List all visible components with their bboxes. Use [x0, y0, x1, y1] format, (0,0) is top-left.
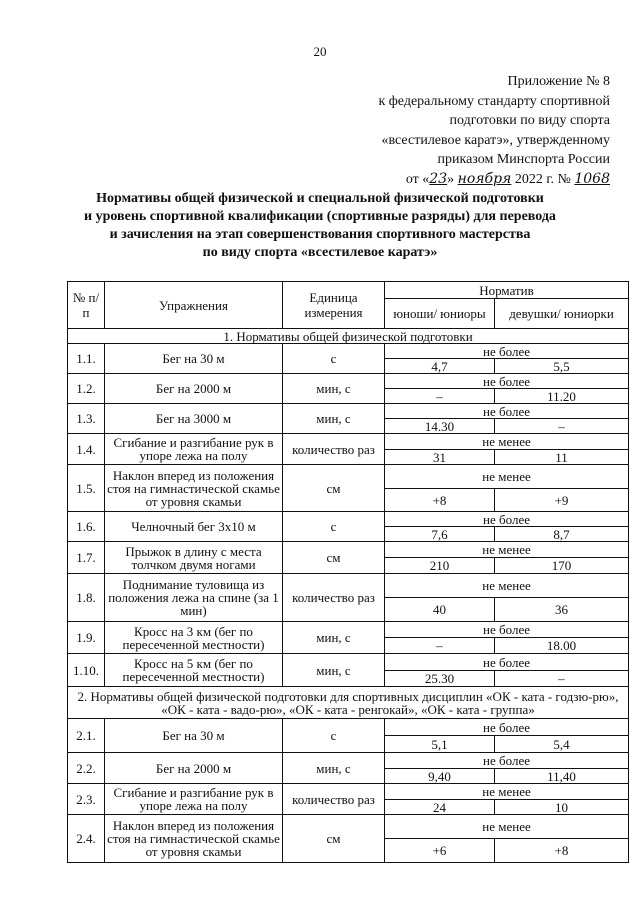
row-num: 2.3.	[68, 784, 105, 815]
row-exercise: Сгибание и разгибание рук в упоре лежа на полу	[105, 434, 283, 465]
row-girls-value: 11.20	[495, 389, 629, 404]
row-girls-value: 36	[495, 598, 629, 622]
row-boys-value: +6	[385, 839, 495, 863]
row-girls-value: 8,7	[495, 527, 629, 542]
row-condition: не более	[385, 719, 629, 736]
row-num: 1.10.	[68, 654, 105, 687]
row-boys-value: 25.30	[385, 671, 495, 687]
row-num: 1.5.	[68, 465, 105, 512]
row-condition: не более	[385, 404, 629, 419]
header-boys: юноши/ юниоры	[385, 299, 495, 329]
row-boys-value: 9,40	[385, 769, 495, 784]
header-exercise: Упражнения	[105, 282, 283, 329]
row-unit: количество раз	[283, 784, 385, 815]
table-row	[68, 784, 629, 800]
row-unit: с	[283, 344, 385, 374]
row-boys-value: –	[385, 638, 495, 654]
date-year: 2022 г. №	[514, 171, 571, 187]
norms-table	[67, 281, 629, 863]
row-exercise: Челночный бег 3x10 м	[105, 512, 283, 542]
annex-line-1: Приложение № 8	[507, 74, 610, 89]
header-norm: Норматив	[385, 282, 629, 299]
row-exercise: Бег на 2000 м	[105, 374, 283, 404]
row-boys-value: –	[385, 389, 495, 404]
row-boys-value: +8	[385, 489, 495, 512]
row-condition: не более	[385, 753, 629, 769]
row-exercise: Прыжок в длину с места толчком двумя ногами	[105, 542, 283, 574]
table-row	[68, 574, 629, 598]
row-unit: мин, с	[283, 753, 385, 784]
row-boys-value: 14.30	[385, 419, 495, 434]
row-girls-value: 11	[495, 450, 629, 465]
row-unit: см	[283, 815, 385, 863]
row-exercise: Сгибание и разгибание рук в упоре лежа на полу	[105, 784, 283, 815]
row-exercise: Поднимание туловища из положения лежа на спине (за 1 мин)	[105, 574, 283, 622]
date-month: ноября	[457, 170, 512, 187]
row-num: 1.4.	[68, 434, 105, 465]
row-boys-value: 31	[385, 450, 495, 465]
row-exercise: Бег на 3000 м	[105, 404, 283, 434]
row-exercise: Бег на 30 м	[105, 719, 283, 753]
table-row	[68, 344, 629, 359]
title-line-3: и зачисления на этап совершенствования спортивного мастерства	[109, 227, 531, 242]
row-num: 2.2.	[68, 753, 105, 784]
row-boys-value: 5,1	[385, 736, 495, 753]
page-number: 20	[313, 44, 327, 59]
title-line-4: по виду спорта «всестилевое каратэ»	[202, 245, 438, 260]
row-exercise: Наклон вперед из положения стоя на гимнастической скамье от уровня скамьи	[105, 465, 283, 512]
table-row	[68, 719, 629, 736]
row-num: 2.4.	[68, 815, 105, 863]
annex-line-5: приказом Минспорта России	[437, 152, 610, 167]
section-row	[68, 329, 629, 344]
row-condition: не менее	[385, 784, 629, 800]
annex-line-4: «всестилевое каратэ», утвержденному	[381, 132, 610, 148]
document-title	[0, 190, 640, 262]
row-girls-value: –	[495, 419, 629, 434]
order-number: 1068	[574, 170, 610, 187]
date-prefix: от «	[405, 171, 430, 187]
row-boys-value: 210	[385, 558, 495, 574]
header-unit: Единица измерения	[283, 282, 385, 329]
annex-line-2: к федеральному стандарту спортивной	[378, 93, 610, 109]
row-condition: не менее	[385, 434, 629, 450]
table-row	[68, 434, 629, 450]
row-boys-value: 24	[385, 800, 495, 815]
table-row	[68, 374, 629, 389]
row-condition: не менее	[385, 542, 629, 558]
row-girls-value: +8	[495, 839, 629, 863]
row-condition: не более	[385, 654, 629, 671]
row-unit: см	[283, 542, 385, 574]
row-unit: с	[283, 512, 385, 542]
row-boys-value: 7,6	[385, 527, 495, 542]
title-line-1: Нормативы общей физической и специальной физической подготовки	[96, 191, 544, 206]
annex-header	[378, 72, 610, 189]
row-exercise: Кросс на 3 км (бег по пересеченной местности)	[105, 622, 283, 654]
row-unit: см	[283, 465, 385, 512]
row-exercise: Бег на 30 м	[105, 344, 283, 374]
title-line-2: и уровень спортивной квалификации (спортивные разряды) для перевода	[84, 209, 556, 224]
row-unit: мин, с	[283, 374, 385, 404]
row-num: 1.2.	[68, 374, 105, 404]
row-num: 1.3.	[68, 404, 105, 434]
row-girls-value: 10	[495, 800, 629, 815]
row-boys-value: 4,7	[385, 359, 495, 374]
row-condition: не менее	[385, 815, 629, 839]
row-girls-value: 5,4	[495, 736, 629, 753]
row-num: 1.6.	[68, 512, 105, 542]
row-girls-value: 18.00	[495, 638, 629, 654]
row-exercise: Наклон вперед из положения стоя на гимнастической скамье от уровня скамьи	[105, 815, 283, 863]
row-condition: не более	[385, 622, 629, 638]
row-exercise: Кросс на 5 км (бег по пересеченной местности)	[105, 654, 283, 687]
row-condition: не более	[385, 374, 629, 389]
section-title: 2. Нормативы общей физической подготовки для спортивных дисциплин «ОК - ката - годзю-рю», «ОК - ката - вадо-рю», «ОК - ката - ренгокай», «ОК - ката - группа»	[68, 687, 629, 719]
row-unit: с	[283, 719, 385, 753]
table-row	[68, 465, 629, 489]
row-condition: не более	[385, 512, 629, 527]
annex-line-3: подготовки по виду спорта	[449, 113, 610, 128]
row-condition: не более	[385, 344, 629, 359]
table-row	[68, 542, 629, 558]
row-girls-value: 5,5	[495, 359, 629, 374]
header-num: № п/п	[68, 282, 105, 329]
row-unit: количество раз	[283, 574, 385, 622]
row-unit: мин, с	[283, 404, 385, 434]
row-condition: не менее	[385, 465, 629, 489]
table-row	[68, 654, 629, 671]
row-girls-value: +9	[495, 489, 629, 512]
row-num: 1.1.	[68, 344, 105, 374]
row-num: 1.8.	[68, 574, 105, 622]
row-girls-value: 170	[495, 558, 629, 574]
row-num: 1.7.	[68, 542, 105, 574]
row-condition: не менее	[385, 574, 629, 598]
table-row	[68, 512, 629, 527]
row-girls-value: 11,40	[495, 769, 629, 784]
header-girls: девушки/ юниорки	[495, 299, 629, 329]
annex-date-line	[378, 170, 610, 190]
section-title: 1. Нормативы общей физической подготовки	[68, 329, 629, 344]
date-mid: »	[447, 171, 455, 187]
row-num: 2.1.	[68, 719, 105, 753]
row-unit: мин, с	[283, 622, 385, 654]
table-row	[68, 815, 629, 839]
row-unit: мин, с	[283, 654, 385, 687]
row-girls-value: –	[495, 671, 629, 687]
row-boys-value: 40	[385, 598, 495, 622]
row-num: 1.9.	[68, 622, 105, 654]
table-row	[68, 753, 629, 769]
row-exercise: Бег на 2000 м	[105, 753, 283, 784]
date-day: 23	[429, 170, 448, 187]
table-row	[68, 622, 629, 638]
section-row	[68, 687, 629, 719]
row-unit: количество раз	[283, 434, 385, 465]
table-row	[68, 404, 629, 419]
